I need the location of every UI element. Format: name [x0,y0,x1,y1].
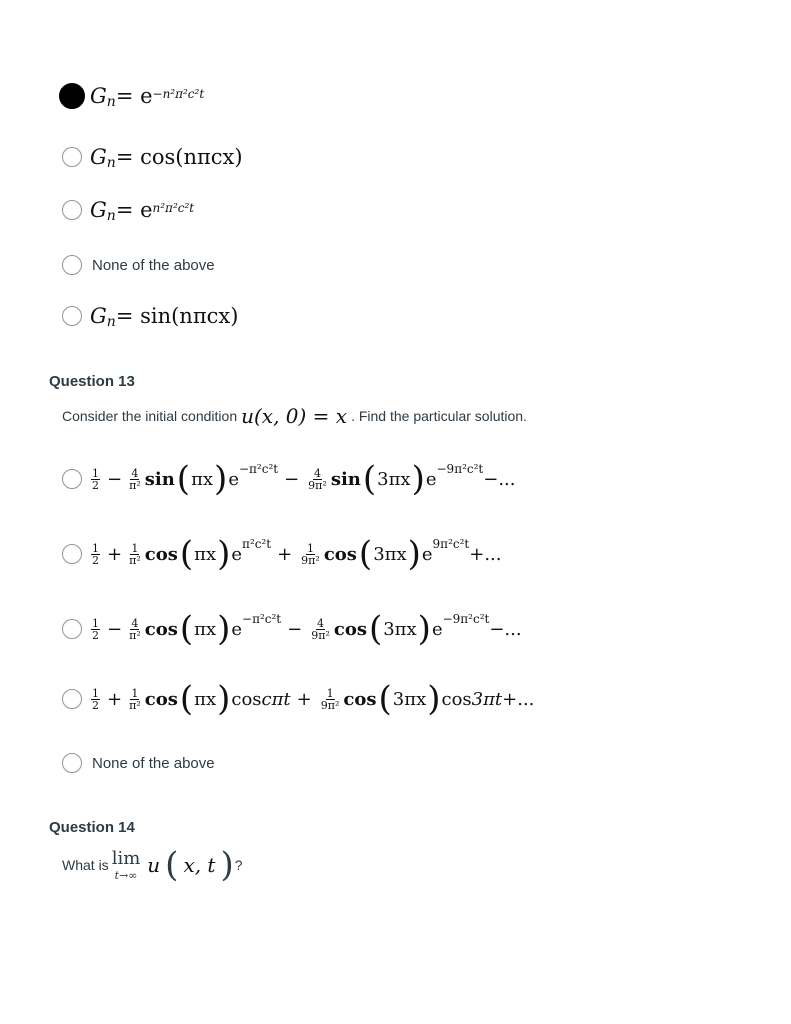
option-label: None of the above [92,754,215,772]
radio[interactable] [62,255,82,275]
series-expression: $\frac{1}{2}$ + $\frac{1}{\text{π²}}$ cos ( πx ) e $^{\pi^2c^2t}$ + $\frac{1}{\text{9π²}}$ cos ( 3πx ) e $^{9\pi^2c^2t}$ +... [92,534,502,574]
radio[interactable] [62,753,82,773]
q12-option-4[interactable] [62,255,215,275]
limit-expression: lim t→∞ [111,848,141,882]
option-math: G n = sin(nπcx) [90,304,239,330]
initial-condition-math: u(x, 0) = x [241,404,348,428]
q13-option-3[interactable] [62,609,522,649]
question-14-prompt: What is lim t→∞ u ( x, t ) ? [62,845,243,885]
q12-option-2[interactable] [62,145,243,169]
q12-option-5[interactable] [62,304,238,328]
question-13-prompt: Consider the initial condition u(x, 0) = x . Find the particular solution. [62,404,527,428]
q12-option-3[interactable] [62,198,194,222]
q13-option-1[interactable] [62,459,516,499]
radio-selected[interactable] [59,83,85,109]
q12-option-1[interactable] [62,83,204,109]
radio[interactable] [62,619,82,639]
radio[interactable] [62,200,82,220]
radio[interactable] [62,147,82,167]
option-math: G n = e $^{n^2\pi^2c^2t}$ [90,198,195,224]
radio[interactable] [62,469,82,489]
option-math: G n = e $^{-n^2\pi^2c^2t}$ [90,84,205,110]
q13-option-4[interactable] [62,679,535,719]
question-13-title: Question 13 [49,373,135,390]
q13-option-2[interactable] [62,534,502,574]
radio[interactable] [62,306,82,326]
question-14-title: Question 14 [49,819,135,836]
radio[interactable] [62,544,82,564]
option-math: G n = cos(nπcx) [90,145,243,171]
series-expression: $\frac{1}{2}$ − $\frac{4}{\text{π²}}$ sin ( πx ) e $^{-\pi^2c^2t}$ − $\frac{4}{\text{9π²}}$ sin ( 3πx ) e $^{-9\pi^2c^2t}$ −... [92,459,516,499]
option-label: None of the above [92,256,215,274]
series-expression: $\frac{1}{2}$ + $\frac{1}{\text{π²}}$ cos ( πx ) cos cπt + $\frac{1}{\text{9π²}}$ cos ( 3πx ) cos 3πt +... [92,679,535,719]
q13-option-5[interactable] [62,753,215,773]
radio[interactable] [62,689,82,709]
series-expression: $\frac{1}{2}$ − $\frac{4}{\text{π²}}$ cos ( πx ) e $^{-\pi^2c^2t}$ − $\frac{4}{\text{9π²}}$ cos ( 3πx ) e $^{-9\pi^2c^2t}$ −... [92,609,522,649]
